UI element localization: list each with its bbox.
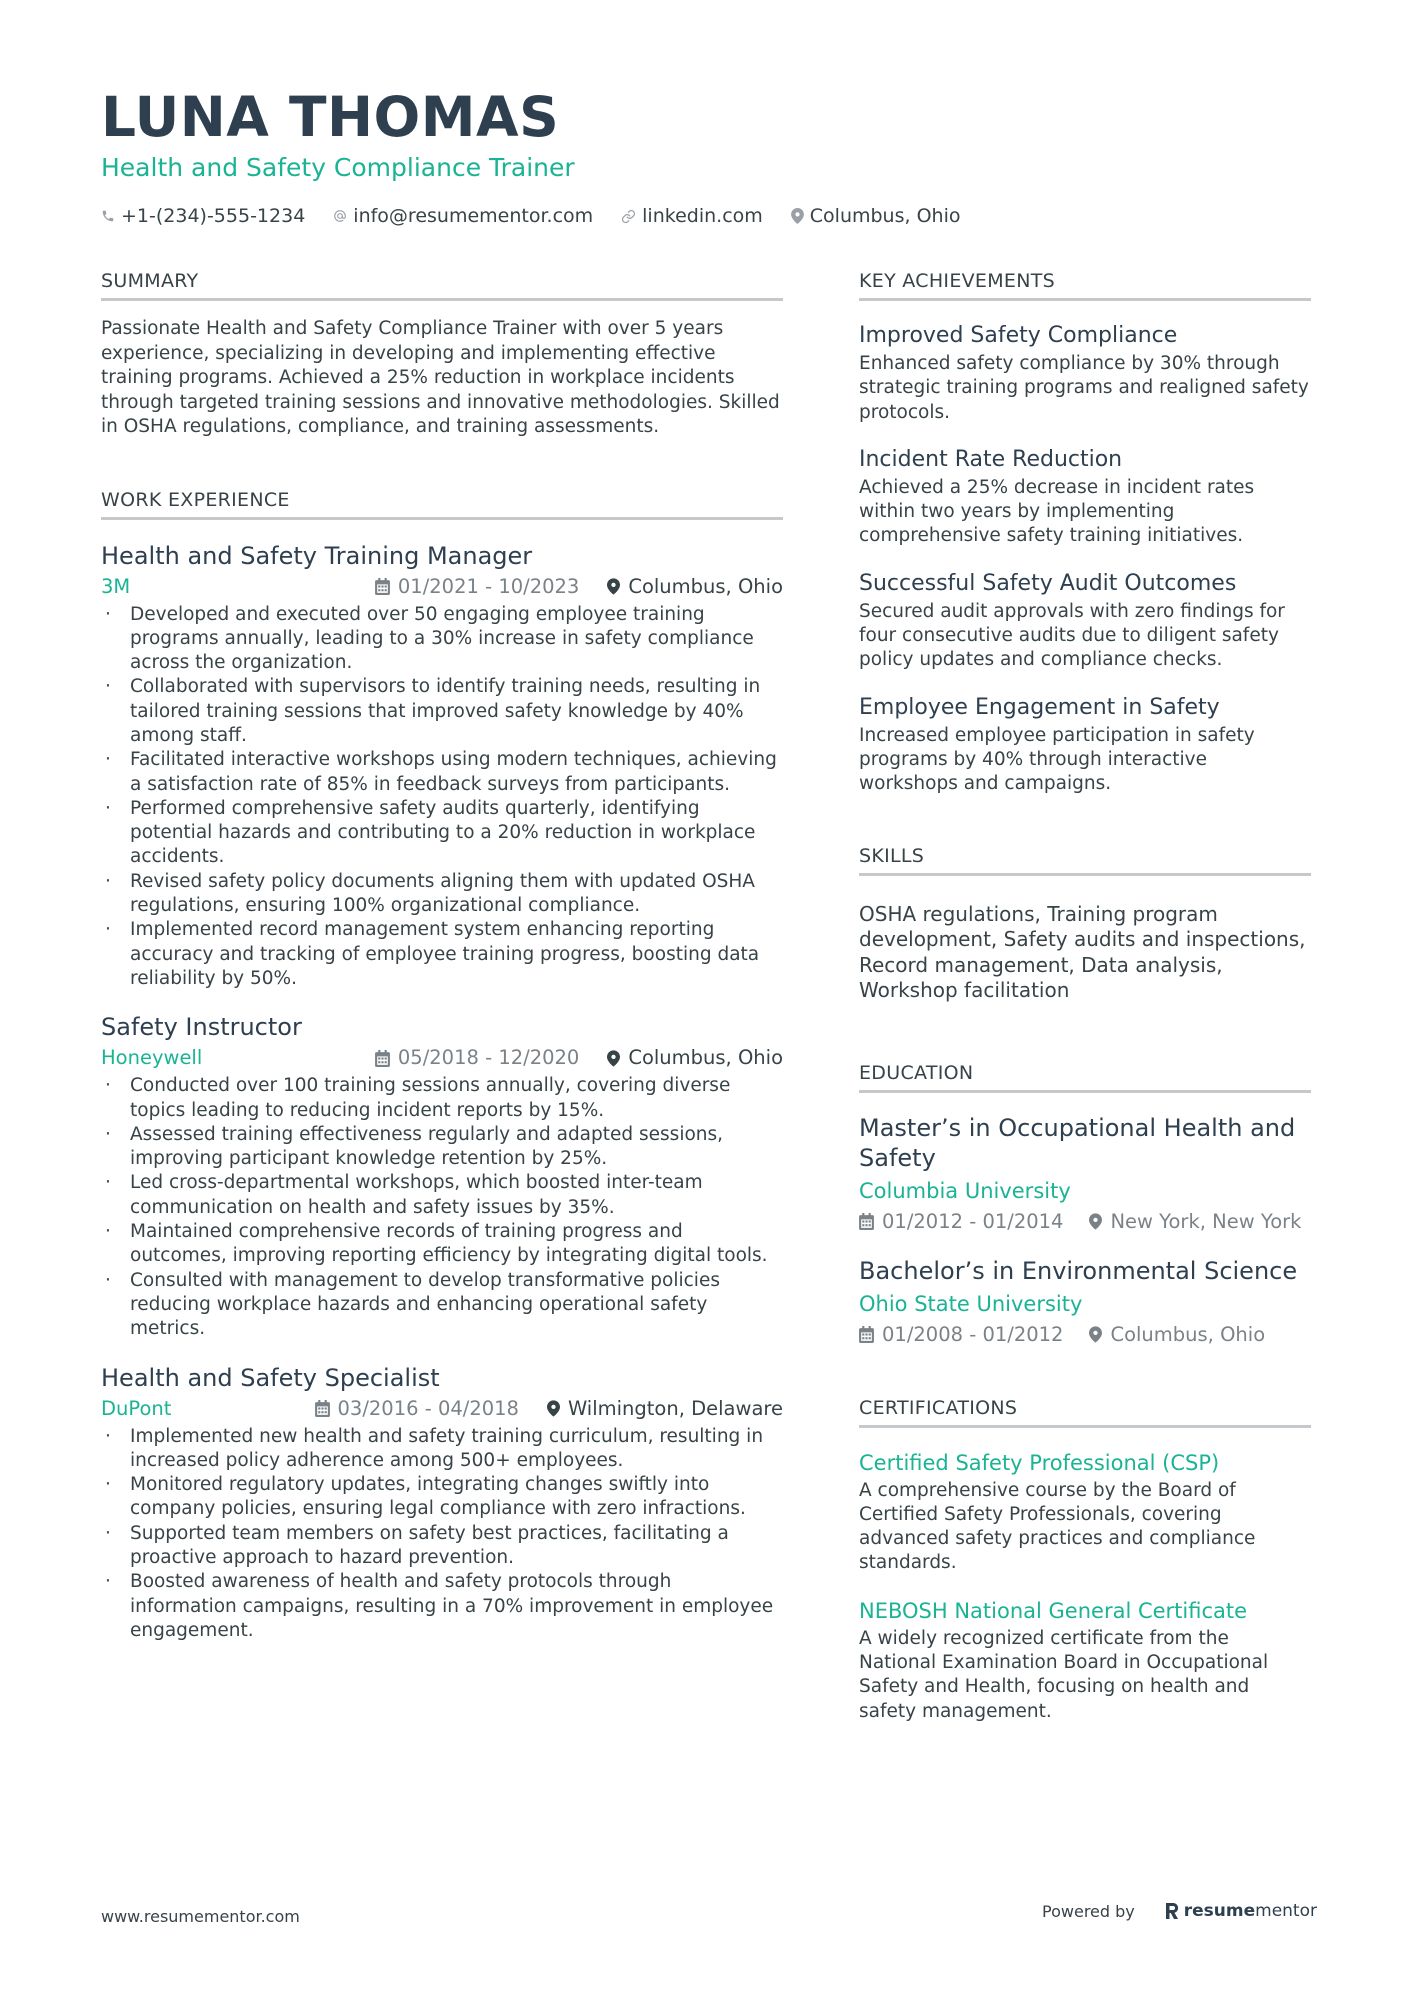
at-icon — [333, 209, 347, 223]
education-location — [1089, 1208, 1301, 1236]
job-company: DuPont — [101, 1396, 172, 1420]
achievement-item — [859, 445, 1311, 549]
achievement-title: Incident Rate Reduction — [859, 446, 1123, 472]
linkedin-text: linkedin.com — [642, 205, 763, 227]
job-title: Health and Safety Training Manager — [101, 541, 533, 570]
phone-icon — [101, 209, 115, 223]
education-school: Columbia University — [859, 1178, 1071, 1203]
job-location-text: Columbus, Ohio — [628, 1046, 783, 1070]
brand-bold: resume — [1183, 1901, 1256, 1921]
job-bullets — [101, 1074, 783, 1341]
skills-heading: SKILLS — [859, 843, 1311, 876]
summary-heading: SUMMARY — [101, 268, 783, 301]
job-dates-text: 01/2021 - 10/2023 — [397, 574, 580, 598]
certification-name: Certified Safety Professional (CSP) — [859, 1450, 1220, 1475]
calendar-icon — [859, 1326, 874, 1343]
list-item: · Conducted over 100 training sessions annually, covering diverse topics leading to reducing incident reports by 15%. — [101, 1074, 783, 1123]
education-dates-text: 01/2008 - 01/2012 — [882, 1322, 1064, 1346]
contact-linkedin[interactable] — [621, 203, 763, 229]
job-dates-text: 05/2018 - 12/2020 — [397, 1046, 580, 1070]
candidate-title: Health and Safety Compliance Trainer — [101, 153, 575, 182]
list-item: · Supported team members on safety best practices, facilitating a proactive approach to hazard prevention. — [101, 1522, 783, 1571]
job-meta — [101, 573, 783, 601]
list-item: · Monitored regulatory updates, integrating changes swiftly into company policies, ensuring legal compliance with zero infractions. — [101, 1473, 783, 1522]
powered-by-label: Powered by — [1042, 1901, 1135, 1921]
email-text: info@resumementor.com — [353, 205, 594, 227]
footer-powered-by — [1042, 1901, 1317, 1921]
resume-header — [101, 84, 1321, 229]
achievement-title: Successful Safety Audit Outcomes — [859, 570, 1237, 596]
list-item: · Developed and executed over 50 engaging employee training programs annually, leading to a 30% increase in safety compliance across the organization. — [101, 603, 783, 676]
education-degree: Master’s in Occupational Health and Safety — [859, 1113, 1296, 1172]
list-item: · Facilitated interactive workshops using modern techniques, achieving a satisfaction rate of 85% in feedback surveys from participants. — [101, 748, 783, 797]
contact-phone[interactable] — [101, 203, 305, 229]
location-pin-icon — [791, 208, 804, 224]
skills-section — [859, 843, 1311, 1004]
certifications-section — [859, 1395, 1311, 1724]
education-location — [1089, 1321, 1265, 1349]
skills-text: OSHA regulations, Training program development, Safety audits and inspections, Record management, Data analysis, Workshop facilitation — [859, 901, 1306, 1003]
list-item: · Maintained comprehensive records of training progress and outcomes, improving reporting efficiency by integrating digital tools. — [101, 1220, 783, 1269]
achievement-item — [859, 321, 1311, 425]
education-meta — [859, 1321, 1311, 1349]
calendar-icon — [375, 1050, 390, 1067]
job-bullets — [101, 1425, 783, 1644]
left-column — [101, 268, 783, 1643]
resumementor-logo-icon — [1165, 1902, 1179, 1920]
education-dates — [859, 1321, 1063, 1349]
job-location-text: Wilmington, Delaware — [567, 1396, 783, 1420]
job-dates-text: 03/2016 - 04/2018 — [337, 1396, 519, 1420]
achievement-desc: Increased employee participation in safety programs by 40% through interactive workshops and campaigns. — [859, 724, 1255, 795]
job-bullets — [101, 603, 783, 992]
contact-email[interactable] — [333, 203, 593, 229]
job-meta — [101, 1044, 783, 1072]
list-item: · Collaborated with supervisors to identify training needs, resulting in tailored training sessions that improved safety knowledge by 40% among staff. — [101, 675, 783, 748]
job-location — [607, 573, 783, 601]
contact-row — [101, 203, 1321, 229]
calendar-icon — [859, 1213, 874, 1230]
list-item: · Implemented record management system enhancing reporting accuracy and tracking of employee training progress, boosting data reliability by 50%. — [101, 918, 783, 991]
list-item: · Performed comprehensive safety audits quarterly, identifying potential hazards and contributing to a 20% reduction in workplace accidents. — [101, 797, 783, 870]
education-location-text: New York, New York — [1110, 1209, 1302, 1233]
summary-text: Passionate Health and Safety Compliance Trainer with over 5 years experience, specializing in developing and implementing effective training programs. Achieved a 25% reduction in workplace incidents through targeted training sessions and innovative methodologies. Skilled in OSHA regulations, compliance, and training assessments. — [101, 318, 780, 437]
certification-desc: A widely recognized certificate from the National Examination Board in Occupational Safety and Health, focusing on health and safety management. — [859, 1627, 1269, 1722]
education-section — [859, 1060, 1311, 1349]
certification-name: NEBOSH National General Certificate — [859, 1598, 1248, 1623]
calendar-icon — [375, 578, 390, 595]
achievement-title: Improved Safety Compliance — [859, 323, 1178, 348]
job-entry — [101, 540, 783, 992]
education-location-text: Columbus, Ohio — [1110, 1322, 1266, 1346]
brand-logo[interactable] — [1165, 1901, 1317, 1921]
education-degree: Bachelor’s in Environmental Science — [859, 1256, 1298, 1285]
link-icon — [621, 209, 636, 224]
job-entry — [101, 1011, 783, 1341]
job-title: Safety Instructor — [101, 1013, 302, 1042]
summary-section — [101, 268, 783, 440]
job-company: 3M — [101, 574, 131, 598]
job-dates — [315, 1395, 519, 1423]
location-pin-icon — [607, 1050, 620, 1067]
achievements-heading: KEY ACHIEVEMENTS — [859, 268, 1311, 301]
education-school: Ohio State University — [859, 1291, 1083, 1316]
job-location-text: Columbus, Ohio — [628, 574, 783, 598]
achievement-desc: Enhanced safety compliance by 30% through strategic training programs and realigned safety protocols. — [859, 353, 1309, 423]
job-meta — [101, 1395, 783, 1423]
location-pin-icon — [1089, 1213, 1102, 1230]
job-dates — [375, 1044, 579, 1072]
education-heading: EDUCATION — [859, 1060, 1311, 1093]
job-location — [547, 1395, 783, 1423]
job-title: Health and Safety Specialist — [101, 1363, 440, 1392]
achievement-desc: Achieved a 25% decrease in incident rates within two years by implementing comprehensive safety training initiatives. — [859, 476, 1255, 547]
list-item: · Assessed training effectiveness regularly and adapted sessions, improving participant knowledge retention by 25%. — [101, 1123, 783, 1172]
education-meta — [859, 1208, 1311, 1236]
footer-website[interactable]: www.resumementor.com — [101, 1907, 300, 1926]
education-dates — [859, 1208, 1063, 1236]
location-text: Columbus, Ohio — [809, 205, 961, 227]
experience-heading: WORK EXPERIENCE — [101, 487, 783, 520]
right-column — [859, 268, 1311, 1724]
achievements-section — [859, 268, 1311, 797]
brand-light: mentor — [1255, 1901, 1317, 1921]
location-pin-icon — [547, 1400, 560, 1417]
education-item — [859, 1256, 1311, 1349]
certification-item — [859, 1448, 1311, 1576]
job-company: Honeywell — [101, 1046, 203, 1070]
achievement-title: Employee Engagement in Safety — [859, 694, 1220, 720]
location-pin-icon — [1089, 1326, 1102, 1343]
list-item: · Implemented new health and safety training curriculum, resulting in increased policy adherence among 500+ employees. — [101, 1425, 783, 1474]
achievement-item — [859, 693, 1311, 797]
achievement-item — [859, 569, 1311, 673]
list-item: · Revised safety policy documents aligning them with updated OSHA regulations, ensuring 100% organizational compliance. — [101, 870, 783, 919]
certifications-heading: CERTIFICATIONS — [859, 1395, 1311, 1428]
contact-location — [791, 203, 961, 229]
list-item: · Consulted with management to develop transformative policies reducing workplace hazards and enhancing operational safety metrics. — [101, 1269, 783, 1342]
calendar-icon — [315, 1400, 330, 1417]
experience-section — [101, 487, 783, 1644]
job-entry — [101, 1362, 783, 1644]
job-location — [607, 1044, 783, 1072]
education-item — [859, 1113, 1311, 1236]
education-dates-text: 01/2012 - 01/2014 — [882, 1209, 1064, 1233]
location-pin-icon — [607, 578, 620, 595]
list-item: · Boosted awareness of health and safety protocols through information campaigns, resulting in a 70% improvement in employee engagement. — [101, 1570, 783, 1643]
candidate-name: LUNA THOMAS — [101, 85, 560, 149]
list-item: · Led cross-departmental workshops, which boosted inter-team communication on health and safety issues by 35%. — [101, 1171, 783, 1220]
certification-desc: A comprehensive course by the Board of Certified Safety Professionals, covering advanced safety practices and compliance standards. — [859, 1479, 1256, 1574]
phone-text: +1-(234)-555-1234 — [121, 205, 306, 227]
achievement-desc: Secured audit approvals with zero findings for four consecutive audits due to diligent safety policy updates and compliance checks. — [859, 600, 1285, 671]
job-dates — [375, 573, 579, 601]
certification-item — [859, 1596, 1311, 1724]
